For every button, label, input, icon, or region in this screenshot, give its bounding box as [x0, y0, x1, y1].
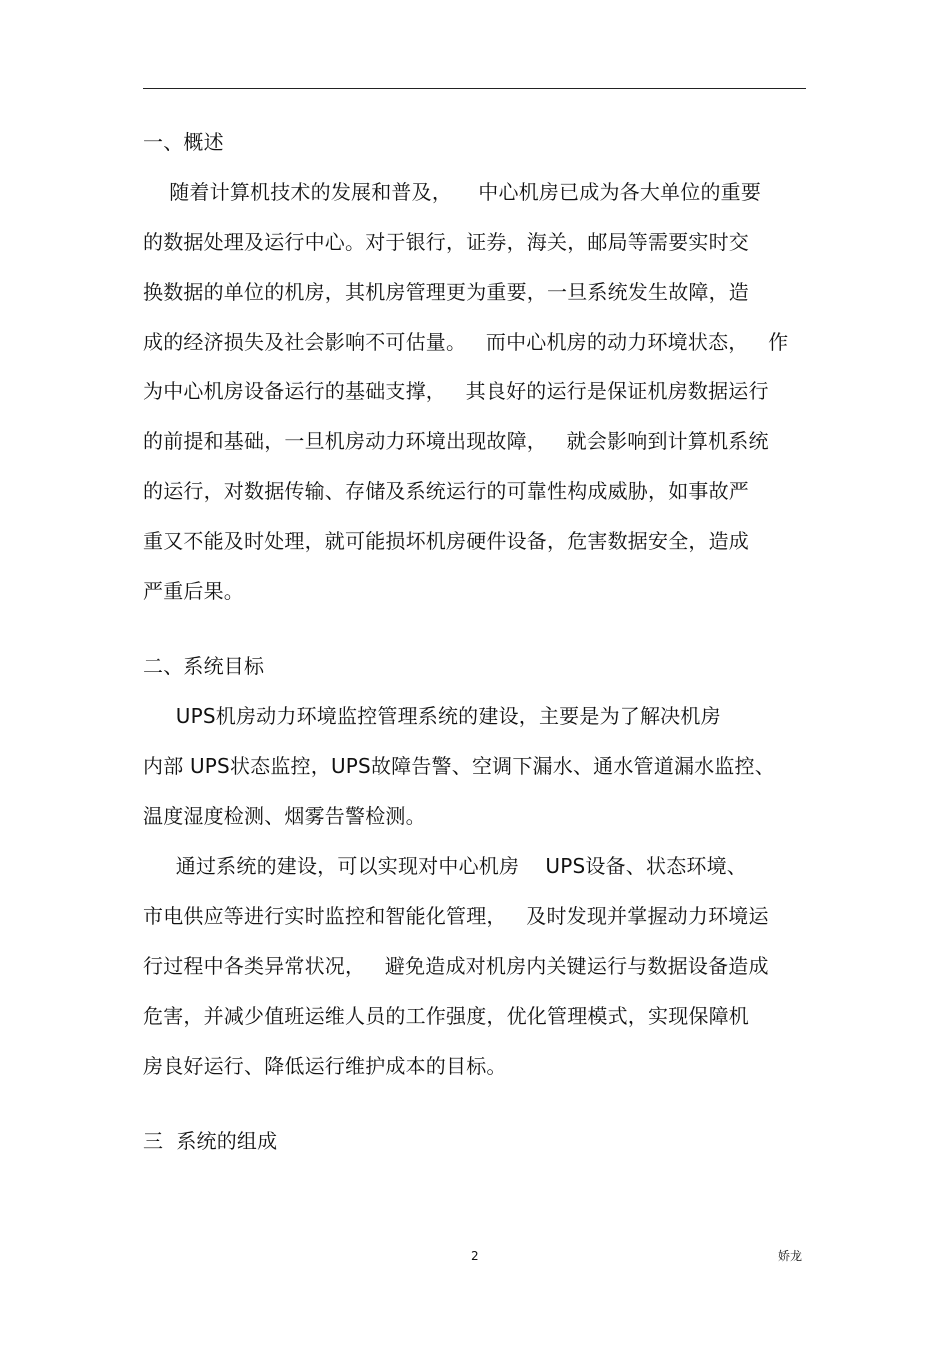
paragraph-line: UPS机房动力环境监控管理系统的建设，主要是为了解决机房: [143, 704, 721, 728]
paragraph-line: 重又不能及时处理，就可能损坏机房硬件设备，危害数据安全，造成: [143, 529, 749, 553]
header-rule: [143, 88, 806, 89]
paragraph-line: 内部 UPS状态监控，UPS故障告警、空调下漏水、通水管道漏水监控、: [143, 754, 775, 778]
page-number: 2: [471, 1249, 479, 1263]
paragraph-line: 随着计算机技术的发展和普及， 中心机房已成为各大单位的重要: [143, 180, 762, 204]
paragraph-line: 成的经济损失及社会影响不可估量。 而中心机房的动力环境状态， 作: [143, 330, 789, 354]
paragraph-line: 换数据的单位的机房，其机房管理更为重要，一旦系统发生故障，造: [143, 280, 749, 304]
paragraph-line: 的数据处理及运行中心。对于银行，证券，海关，邮局等需要实时交: [143, 230, 749, 254]
paragraph-line: 通过系统的建设，可以实现对中心机房 UPS设备、状态环境、: [143, 854, 748, 878]
paragraph-line: 严重后果。: [143, 579, 244, 603]
paragraph-line: 温度湿度检测、烟雾告警检测。: [143, 804, 426, 828]
section-heading-system-composition: 三 系统的组成: [143, 1129, 278, 1153]
section-heading-system-goals: 二、系统目标: [143, 654, 265, 678]
paragraph-line: 市电供应等进行实时监控和智能化管理， 及时发现并掌握动力环境运: [143, 904, 769, 928]
paragraph-line: 房良好运行、降低运行维护成本的目标。: [143, 1054, 507, 1078]
paragraph-line: 为中心机房设备运行的基础支撑， 其良好的运行是保证机房数据运行: [143, 379, 769, 403]
paragraph-line: 危害，并减少值班运维人员的工作强度，优化管理模式，实现保障机: [143, 1004, 749, 1028]
paragraph-line: 行过程中各类异常状况， 避免造成对机房内关键运行与数据设备造成: [143, 954, 769, 978]
section-heading-overview: 一、概述: [143, 130, 224, 154]
paragraph-line: 的前提和基础，一旦机房动力环境出现故障， 就会影响到计算机系统: [143, 429, 769, 453]
paragraph-line: 的运行，对数据传输、存储及系统运行的可靠性构成威胁，如事故严: [143, 479, 749, 503]
footer-author: 娇龙: [778, 1249, 803, 1263]
